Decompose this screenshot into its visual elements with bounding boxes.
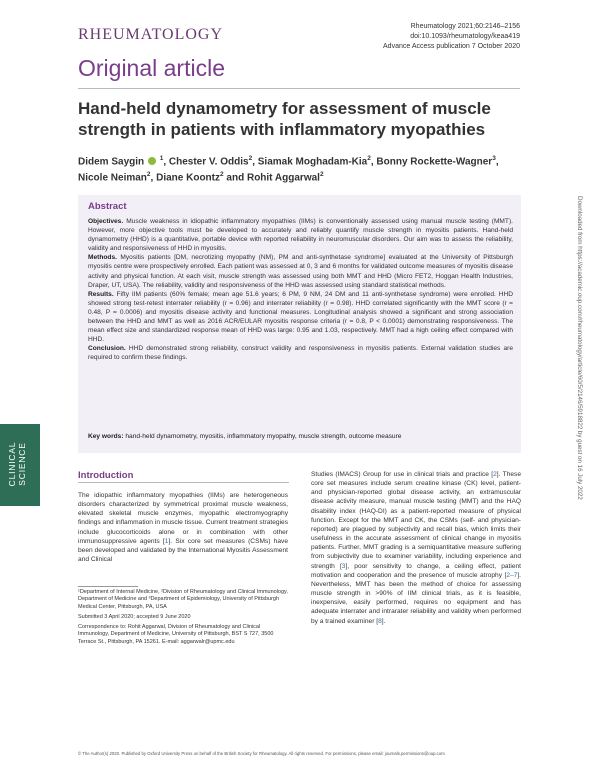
- keywords-label: Key words:: [88, 433, 124, 440]
- author-name[interactable]: Chester V. Oddis: [168, 156, 249, 168]
- section-text: HHD demonstrated strong reliability, construct validity and responsiveness in myositis patients. External validation studies are required to confirm these findings.: [88, 345, 513, 362]
- body-text: ]. Six core set measures (CSMs) have been developed and validated by the International Myositis Assessment and Clinical: [78, 537, 289, 564]
- section-tab-label: CLINICAL SCIENCE: [7, 441, 27, 487]
- author-list: Didem Saygin $^1$, Chester V. Oddis$^2$, Siamak Moghadam-Kia$^2$, Bonny Rockette-Wagner$^3$, Nicole Neiman$^2$, Diane Koontz$^2$ and Rohit Aggarwal$^2$: [78, 155, 499, 184]
- footnotes: [78, 589, 290, 649]
- abstract-results: [88, 290, 513, 345]
- access-date: Advance Access publication 7 October 2020: [383, 43, 520, 50]
- keywords: [88, 432, 513, 441]
- abstract-body: [88, 217, 513, 363]
- affiliation-mark: 2: [248, 155, 253, 162]
- divider: [78, 482, 289, 483]
- section-text: Myositis patients [DM, necrotizing myopathy (NM), PM and anti-synthetase syndrome] evaluated at the University of Pittsburgh myositis centre were prospectively enrolled. Each patient was assessed at 0, 3 and 6 months for validated outcome measures of myositis disease activity and physical function. At each visit, muscle strength was assessed using both MMT and HHD (Micro FET2, Hoggan Health Industries, Draper, UT, USA). The reliability, validity and responsiveness of the HHD was assessed using standard statistical methods.: [88, 254, 513, 289]
- introduction-heading: Introduction: [78, 470, 134, 481]
- reference-link[interactable]: 2–7: [506, 571, 518, 579]
- body-text: ], poor sensitivity to change, a ceiling effect, patient motivation and cooperation and the presence of muscle atrophy [: [311, 562, 521, 579]
- keywords-text: hand-held dynamometry, myositis, inflammatory myopathy, muscle strength, outcome measure: [125, 433, 402, 440]
- reference-link[interactable]: 8: [378, 617, 382, 625]
- author-name[interactable]: Rohit Aggarwal: [246, 172, 320, 184]
- author-name[interactable]: Bonny Rockette-Wagner: [376, 156, 493, 168]
- introduction-left-column: [78, 491, 288, 564]
- doi[interactable]: doi:10.1093/rheumatology/keaa419: [410, 33, 520, 40]
- introduction-right-column: [311, 470, 521, 626]
- reference-link[interactable]: 1: [164, 537, 169, 545]
- submission-dates: Submitted 3 April 2020; accepted 9 June 2020: [78, 613, 191, 620]
- reference-link[interactable]: 2: [493, 471, 497, 478]
- abstract-heading: Abstract: [88, 201, 127, 212]
- reference-link[interactable]: 3: [341, 562, 346, 570]
- body-text: ]. Nevertheless, MMT has been the method of choice for assessing muscle strength in >90% of IIM clinical trials, as it is feasible, inexpensive, easily performed, requires no equipment and has adequate interrater and intrarater reliability and validity when performed by a trained examiner [: [311, 571, 521, 625]
- download-watermark: [576, 196, 586, 559]
- body-text: Studies (IMACS) Group for use in clinical trials and practice [: [311, 471, 494, 478]
- affiliation-mark: 2: [319, 171, 324, 179]
- article-type: Original article: [78, 55, 225, 81]
- section-text: Muscle weakness in idiopathic inflammatory myopathies (IIMs) is conventionally assessed using manual muscle testing (MMT). However, more objective tools must be developed to accurately and reliably quantify muscle strength in myositis patients. Hand-held dynamometry (HHD) is a quantitative, portable device with reported reliability in neuromuscular disorders. Our aim was to assess the reliability, validity and responsiveness of HHD in myositis.: [88, 218, 513, 253]
- orcid-icon[interactable]: [148, 157, 156, 165]
- journal-meta: [383, 22, 520, 52]
- author-name[interactable]: Siamak Moghadam-Kia: [257, 156, 368, 168]
- author-name[interactable]: Diane Koontz: [156, 172, 220, 184]
- affiliation-mark: 2: [220, 171, 224, 179]
- body-text: ].: [381, 617, 386, 625]
- abstract-methods: [88, 253, 513, 289]
- abstract-objectives: [88, 217, 513, 253]
- author-name[interactable]: Didem Saygin: [78, 156, 145, 168]
- affiliation-mark: 2: [146, 171, 151, 179]
- journal-brand: RHEUMATOLOGY: [78, 26, 224, 43]
- affiliation-mark: 3: [492, 155, 496, 162]
- abstract-conclusion: [88, 344, 513, 362]
- section-label: Results.: [88, 290, 114, 298]
- article-title: Hand-held dynamometry for assessment of muscle strength in patients with inflammatory myopathies: [78, 99, 491, 139]
- divider: [78, 88, 520, 89]
- citation: Rheumatology 2021;60:2146–2156: [410, 23, 520, 30]
- section-tab: [0, 424, 40, 506]
- affiliation-mark: 1: [159, 155, 164, 162]
- section-text: Fifty IIM patients (60% female; mean age 51.6 years; 6 PM, 9 NM, 24 DM and 11 anti-synthetase syndrome) were enrolled. HHD showed strong test-retest interrater reliability (r = 0.96) and interrater reliability (r = 0.98). HHD correlated significantly with the MMT score (r = 0.48, P = 0.0006) and myositis disease activity and functional measures. Longitudinal analysis showed a significant and strong association between the HHD and MMT as well as 2016 ACR/EULAR myositis response criteria (r = 0.8, P < 0.0001) demonstrating responsiveness. The mean effect size and standardized response mean of HHD was large: 0.95 and 1.03, respectively. MMT had a high ceiling effect compared with HHD.: [88, 290, 513, 344]
- affiliation-mark: 2: [367, 155, 371, 162]
- footnote-divider: [78, 586, 138, 587]
- section-label: Objectives.: [88, 218, 124, 225]
- author-name[interactable]: Nicole Neiman: [78, 172, 147, 184]
- affiliations: ¹Department of Internal Medicine, ²Division of Rheumatology and Clinical Immunology, Department of Medicine and ³Department of Epidemiology, University of Pittsburgh Medical Center, Pittsburgh, PA, USA: [78, 589, 288, 610]
- correspondence: Correspondence to: Rohit Aggarwal, Division of Rheumatology and Clinical Immunology, Department of Medicine, University of Pittsburgh, BST S 727, 3500 Terrace St., Pittsburgh, PA 15261. E-mail: aggarwalr@upmc.edu: [78, 624, 274, 645]
- copyright-footer: © The Author(s) 2020. Published by Oxford University Press on behalf of the British Society for Rheumatology. All rights reserved. For permissions, please email: journals.permissions@oup.com: [78, 751, 445, 756]
- body-text: ]. These core set measures include serum creatine kinase (CK) level, patient- and physician-reported global disease activity, an extramuscular disease activity measure, manual muscle testing (MMT) and the HAQ disability index (HAQ-DI) as a patient-reported measure of physical function. Except for the MMT and CK, the CSMs (self- and physician-reported) are plagued by subjectivity and recall bias, which limits their usefulness in the accurate assessment of clinical change in myositis patients. Further, MMT grading is a semiquantitative measure suffering from subjectivity due to examiner variability, including experience and strength [: [311, 471, 521, 570]
- watermark-text: Downloaded from https://academic.oup.com/rheumatology/article/60/5/2146/5918822 by guest on 16 July 2022: [576, 196, 583, 500]
- section-label: Methods.: [88, 254, 117, 262]
- body-text: The idiopathic inflammatory myopathies (IIMs) are heterogeneous disorders characterized by symmetrical proximal muscle weakness, elevated skeletal muscle enzymes, myopathic electromyography findings and inflammation in muscle tissue. Current treatment strategies include glucocorticoids alone or in combination with other immunosuppressive agents [: [78, 492, 288, 545]
- section-label: Conclusion.: [88, 345, 126, 353]
